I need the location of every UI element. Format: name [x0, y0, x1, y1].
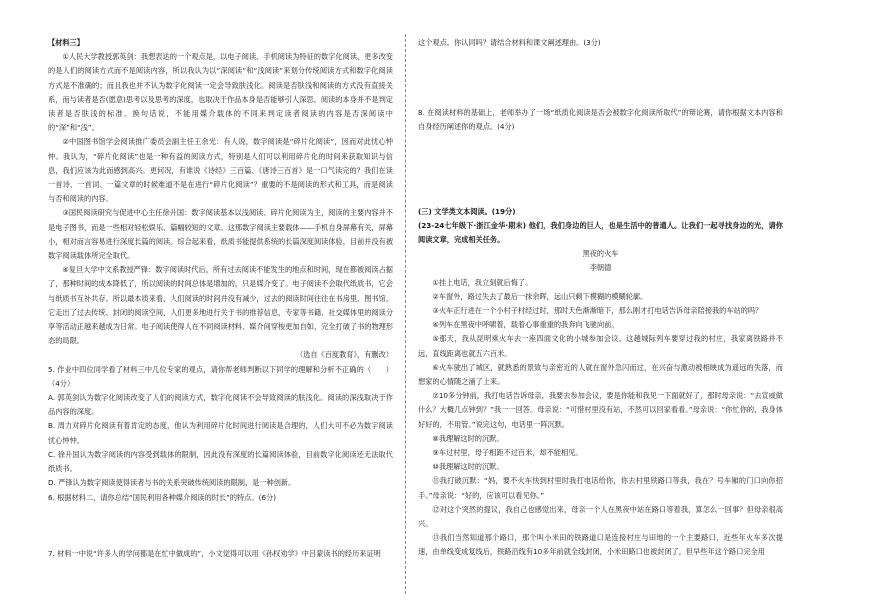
paragraph: ②车窗外，路过失去了最后一抹余晖，远山只剩下模糊的模糊轮廓。: [432, 291, 648, 301]
column-divider: [405, 34, 406, 594]
source-note: （选自《百度教育》，有删改）: [295, 350, 393, 360]
option-c: C. 徐升国认为数字阅读的内容受到载体的限制，因此没有深度的长篇阅读体验，目前数字化阅读还无法取代纸质书。: [48, 449, 393, 474]
question-7: 7. 材料一中说“许多人的学问都是在忙中做成的”，小文觉得可以用《孙权劝学》中吕蒙读书的经历来证明: [48, 548, 381, 558]
material-heading: 【材料三】: [48, 38, 84, 47]
paragraph: ⑬我们当然知道那个路口，那个叫小米田的铁路道口是连接村庄与田地的一个主要路口，近些年火车多次提速，由单线变成复线后，铁路沿线有10多年前就全线封闭，小米田路口也被封闭了，但早些年这个路口完全用: [418, 533, 783, 557]
answer-space: [418, 191, 783, 205]
paragraph: ⑫对这个突然的提议，我自己也感觉出来，母亲一个人在黑夜中站在路口等着我，算怎么一回事？但母亲很高兴。: [418, 504, 783, 529]
paragraph: ④复旦大学中文系教授严锋：数字阅读时代后，所有过去阅读不能发生的地点和时间，现在都被阅读占据了，那种时间的成本降低了，所以阅读的时间总体是增加的，只是媒介变了。电子阅读不会取代纸质书，它会与纸质书互补共存。所以最本质来看，人们阅读的时间并没有减少，过去的阅读时间往往在书房里、图书馆，它走出了过去传统、封闭的阅读空间，人们更多地进行关于书的推荐信息，专家等书籍、社交媒体里的阅读分享等活动正越来越成为日常。电子阅读使得人在不同阅读材料、媒介间穿梭更加自如，完全打破了书的物理形态的局限。: [48, 265, 394, 346]
article-author: 李朝德: [589, 263, 612, 273]
question-7-continued: 这个观点。你认同吗？请结合材料和课文阐述理由。(3分): [418, 38, 601, 47]
paragraph: ②中国图书馆学会阅读推广委员会副主任王余光：有人说，数字阅读是“碎片化阅读”，因而对此忧心忡忡。我认为，“碎片化阅读”也是一种有益的阅读方式，特别是人们可以利用碎片化的时间来获取知识与信息，我们应该为此而感到高兴。更何况，有谁说《诗经》三百篇、《唐诗三百首》是一口气读完的？我们在读一首诗、一首词、一篇文章的时候难道不是在进行“碎片化阅读”？重要的不是阅读的形式和工具，而是阅读与否和阅读的内容。: [48, 137, 393, 204]
option-d: D. 严锋认为数字阅读使得读者与书的关系突破传统阅读的限制，是一种创新。: [48, 478, 296, 488]
paragraph: ⑥火车驶出了城区，就熟悉的景致与亲密近的人就在窗外急闪而过，在兴奋与激动被相映成为遥远的失落，而想家的心情随之涌了上来。: [418, 362, 783, 387]
answer-space: [418, 50, 783, 106]
answer-space: [418, 135, 783, 191]
question-5: 5. 作业中四位同学看了材料三中几位专家的观点，请你帮老师判断以下同学的理解和分析不正确的（ ）（4分）: [48, 364, 393, 388]
paragraph: ⑧我理解这时的沉默。: [432, 433, 504, 443]
right-column: [418, 36, 783, 560]
section-heading: (三) 文学类文本阅读。(19分): [418, 206, 516, 216]
option-b: B. 周力对碎片化阅读有着肯定的态度，他认为利用碎片化时间进行阅读是合理的，人们大可不必为数字阅读忧心忡忡。: [48, 421, 393, 445]
paragraph: ⑩我理解这时的沉默。: [432, 462, 504, 472]
paragraph: ④列车在黑夜中呼啸着，载着心事重重的我奔向飞驰向前。: [432, 320, 619, 330]
paragraph: ⑪我打破沉默：“妈，要不火车快到村里时我打电话给你，你去村里铁路口等我，我在？号车厢的门口向你招手。”母亲说：“好的，应该可以看见你。”: [418, 476, 783, 500]
paragraph: ⑨车过村里，母子相距不过百米，却不能相见。: [432, 448, 583, 458]
paragraph: ⑦10多分钟前，我打电话告诉母亲，我要去参加会议，要是你能和我见一下面就好了，那时母亲说：“去宣威做什么？大概几点钟到？”我一一回答。母亲说：“可惜村里没有站，不然可以回家看看。”母亲说：“你忙你的，我身体好好的，不用管。”说完这句，电话里一阵沉默。: [418, 391, 783, 429]
answer-space: [48, 505, 393, 547]
article-title: 黑夜的火车: [582, 249, 619, 259]
paragraph: ①挂上电话，我立刻就后悔了。: [432, 277, 533, 287]
section-intro: (23-24七年级下·浙江金华·期末) 他们，我们身边的巨人，也是生活中的普通人。让我们一起寻找身边的光，请你阅读文章，完成相关任务。: [418, 220, 783, 245]
paragraph: ③国民阅读研究与促进中心主任徐升国：数字阅读基本以浅阅读、碎片化阅读为主，阅读的主要内容并不是电子图书，而是一些相对轻松娱乐、篇幅较短的文章。这那数字阅读主要载体——手机自身屏幕有关，屏幕小，相对而言容易进行深度长篇的阅读。综合起来看，纸质书能提供系统的长篇深度阅读体验，目前并没有被数字阅读载体所完全取代。: [48, 208, 394, 261]
paragraph: ①人民大学教授郭英剑：我想表达的一个观点是，以电子阅读、手机阅读为特征的数字化阅读，更多改变的是人们的阅读方式而不是阅读内容，所以我认为以“深阅读”和“浅阅读”来划分传统阅读方式和数字化阅读方式是不准确的；而且我也并不认为数字化阅读一定会导致肤浅化。阅读是否肤浅和阅读的方式没有直接关系，而与读者是否(愿意)思考以及思考的深度，也取决于作品本身是否能够引人深思。阅读的本身并不是判定读者是否肤浅的标准。换句话说，不能用媒介载体的不同来判定读者阅读的内容是否深阅读中的“深”和“浅”。: [48, 52, 393, 133]
paragraph: ⑤那天，我从昆明乘火车去一座四面文化的小城参加会议。这趟城际列车要穿过我的村庄，我家离铁路并不远，直线距离也就五六百米。: [418, 334, 783, 358]
left-column: [48, 36, 393, 561]
question-8: 8. 在阅读材料的基础上，老师举办了一场“纸质化阅读是否会被数字化阅读所取代”的辩论赛，请你根据文本内容和自身经历阐述你的观点。(4分): [418, 108, 783, 132]
question-6: 6. 根据材料二，请你总结“国民利用各种媒介阅读的时长”的特点。(6分): [48, 492, 277, 502]
paragraph: ③火车正行进在一个小村子村经过时，那时天色渐渐暗下，那么刚才打电话告诉母亲陪接我的车站的吗？: [432, 306, 763, 316]
option-a: A. 郭英剑认为数字化阅读改变了人们的阅读方式，数字化阅读不会导致阅读的肤浅化。阅读的深浅取决于作品内容的深度。: [48, 393, 393, 417]
